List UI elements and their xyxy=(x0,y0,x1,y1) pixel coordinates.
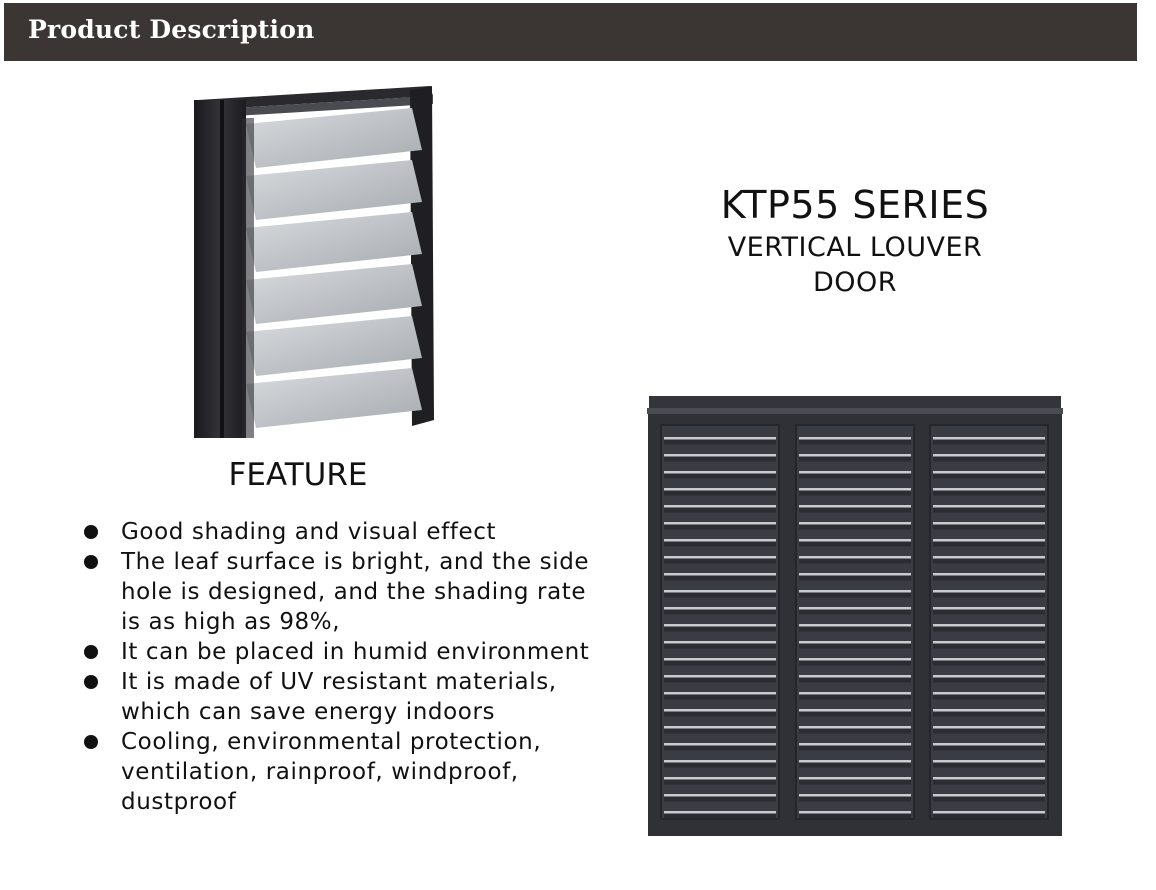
door-slat-shadow xyxy=(799,678,911,683)
door-slat-shadow xyxy=(933,576,1045,581)
door-slat xyxy=(664,794,776,797)
door-slat xyxy=(799,709,911,712)
series-title: KTP55 SERIES xyxy=(720,183,990,227)
door-slat-shadow xyxy=(799,474,911,479)
door-slat-shadow xyxy=(933,678,1045,683)
door-slat-shadow xyxy=(799,712,911,717)
door-slat xyxy=(933,607,1045,610)
door-slat xyxy=(799,624,911,627)
door-slat-shadow xyxy=(933,695,1045,700)
door-slat-shadow xyxy=(664,661,776,666)
header-bar xyxy=(4,3,1137,61)
door-slat xyxy=(799,573,911,576)
door-slat xyxy=(799,539,911,542)
door-slat xyxy=(933,692,1045,695)
door-slat-shadow xyxy=(933,729,1045,734)
door-slat-shadow xyxy=(933,780,1045,785)
bullet-icon xyxy=(84,555,98,569)
door-slat-shadow xyxy=(664,610,776,615)
door-slat xyxy=(933,488,1045,491)
door-slat-shadow xyxy=(799,661,911,666)
door-slat-shadow xyxy=(664,576,776,581)
door-slat-shadow xyxy=(799,627,911,632)
door-slat xyxy=(799,726,911,729)
door-slat-shadow xyxy=(664,780,776,785)
door-slat xyxy=(933,624,1045,627)
door-slat-shadow xyxy=(664,627,776,632)
page-title: Product Description xyxy=(28,15,315,44)
door-slat xyxy=(664,573,776,576)
door-slat xyxy=(664,556,776,559)
door-slat xyxy=(933,590,1045,593)
door-slat-shadow xyxy=(664,491,776,496)
door-slat xyxy=(933,811,1045,814)
door-slat-shadow xyxy=(664,525,776,530)
door-slat-shadow xyxy=(933,644,1045,649)
door-slat-shadow xyxy=(933,661,1045,666)
door-slat-shadow xyxy=(933,474,1045,479)
door-slat xyxy=(664,743,776,746)
door-slat xyxy=(664,471,776,474)
bullet-icon xyxy=(84,645,98,659)
feature-list xyxy=(82,517,602,817)
door-slat xyxy=(664,675,776,678)
louver-blades xyxy=(246,108,422,428)
door-slat-shadow xyxy=(933,746,1045,751)
door-slat xyxy=(933,641,1045,644)
door-slat xyxy=(664,658,776,661)
door-slat xyxy=(799,692,911,695)
door-slat xyxy=(799,454,911,457)
feature-item-text: Good shading and visual effect xyxy=(121,519,497,545)
door-slat-shadow xyxy=(664,797,776,802)
louver-door-image xyxy=(647,393,1063,837)
door-slat xyxy=(799,641,911,644)
door-slat xyxy=(664,811,776,814)
door-slat xyxy=(664,607,776,610)
door-slat xyxy=(933,505,1045,508)
door-slat xyxy=(799,743,911,746)
door-slat-shadow xyxy=(664,814,776,819)
feature-item xyxy=(82,667,602,727)
door-slat xyxy=(664,760,776,763)
door-slat-shadow xyxy=(799,644,911,649)
door-slat xyxy=(933,522,1045,525)
feature-item xyxy=(82,517,602,547)
door-slat-shadow xyxy=(664,746,776,751)
door-slat xyxy=(799,675,911,678)
series-subtitle-line2: DOOR xyxy=(812,267,898,298)
door-slat-shadow xyxy=(664,508,776,513)
door-slat-shadow xyxy=(933,440,1045,445)
door-slat-shadow xyxy=(933,797,1045,802)
door-slat-shadow xyxy=(933,814,1045,819)
feature-item xyxy=(82,727,602,817)
door-slat xyxy=(664,505,776,508)
door-slat xyxy=(664,709,776,712)
door-slat-shadow xyxy=(933,627,1045,632)
door-slat-shadow xyxy=(933,593,1045,598)
door-slat-shadow xyxy=(664,440,776,445)
door-slat xyxy=(933,573,1045,576)
door-slat-shadow xyxy=(664,729,776,734)
door-slat xyxy=(933,539,1045,542)
door-slat xyxy=(799,658,911,661)
door-slat-shadow xyxy=(664,559,776,564)
door-slat-shadow xyxy=(799,746,911,751)
door-slat-shadow xyxy=(799,797,911,802)
door-slat-shadow xyxy=(799,814,911,819)
door-slat xyxy=(799,505,911,508)
door-slat xyxy=(799,437,911,440)
feature-item xyxy=(82,637,602,667)
door-panel xyxy=(796,425,914,819)
door-slat-shadow xyxy=(933,457,1045,462)
door-slat-shadow xyxy=(799,525,911,530)
door-slat-shadow xyxy=(933,559,1045,564)
series-heading xyxy=(700,180,1010,300)
door-slat xyxy=(799,760,911,763)
door-slat-shadow xyxy=(664,644,776,649)
door-slat-shadow xyxy=(664,474,776,479)
door-slat xyxy=(664,437,776,440)
door-slat xyxy=(933,794,1045,797)
door-slat xyxy=(933,760,1045,763)
door-slat xyxy=(933,658,1045,661)
door-slat xyxy=(799,471,911,474)
feature-item-text: The leaf surface is bright, and the side hole is designed, and the shading rate is as high as 98%, xyxy=(121,549,590,635)
door-slat xyxy=(799,811,911,814)
door-slat-shadow xyxy=(933,491,1045,496)
feature-item-text: It can be placed in humid environment xyxy=(121,639,590,665)
door-slat xyxy=(933,437,1045,440)
louver-window-image xyxy=(190,82,440,442)
door-slat-shadow xyxy=(664,763,776,768)
door-slat xyxy=(933,726,1045,729)
door-slat-shadow xyxy=(799,508,911,513)
door-slat xyxy=(664,539,776,542)
door-slat xyxy=(664,692,776,695)
door-slat-shadow xyxy=(933,542,1045,547)
door-slat-shadow xyxy=(664,678,776,683)
door-slat-shadow xyxy=(799,457,911,462)
bullet-icon xyxy=(84,735,98,749)
door-slat-shadow xyxy=(664,695,776,700)
door-slat-shadow xyxy=(933,610,1045,615)
door-slat-shadow xyxy=(799,610,911,615)
door-slat xyxy=(933,556,1045,559)
door-slat xyxy=(799,607,911,610)
door-slat-shadow xyxy=(799,576,911,581)
door-panels xyxy=(661,425,1048,819)
door-slat xyxy=(664,454,776,457)
door-slat xyxy=(664,522,776,525)
door-slat xyxy=(933,709,1045,712)
door-slat xyxy=(933,743,1045,746)
door-slat-shadow xyxy=(933,525,1045,530)
door-slat-shadow xyxy=(799,729,911,734)
door-slat xyxy=(933,471,1045,474)
door-slat xyxy=(799,488,911,491)
door-slat-shadow xyxy=(799,559,911,564)
feature-item-text: Cooling, environmental protection, ventilation, rainproof, windproof, dustproof xyxy=(121,729,542,815)
bullet-icon xyxy=(84,675,98,689)
feature-title: FEATURE xyxy=(228,457,368,493)
door-slat-shadow xyxy=(664,542,776,547)
door-slat xyxy=(664,590,776,593)
series-subtitle-line1: VERTICAL LOUVER xyxy=(727,232,983,263)
door-slat xyxy=(664,488,776,491)
door-panel xyxy=(930,425,1048,819)
door-slat xyxy=(664,624,776,627)
door-slat-shadow xyxy=(799,440,911,445)
door-slat-shadow xyxy=(933,712,1045,717)
door-slat xyxy=(664,777,776,780)
door-slat-shadow xyxy=(799,780,911,785)
feature-item xyxy=(82,547,602,637)
door-slat xyxy=(799,777,911,780)
door-slat xyxy=(933,675,1045,678)
door-slat xyxy=(933,777,1045,780)
door-slat-shadow xyxy=(664,457,776,462)
feature-item-text: It is made of UV resistant materials, which can save energy indoors xyxy=(121,669,557,725)
door-slat-shadow xyxy=(933,508,1045,513)
door-slat-shadow xyxy=(664,712,776,717)
door-slat-shadow xyxy=(799,593,911,598)
door-slat xyxy=(664,641,776,644)
door-slat-shadow xyxy=(933,763,1045,768)
door-slat xyxy=(799,522,911,525)
door-slat-shadow xyxy=(799,695,911,700)
door-slat xyxy=(933,454,1045,457)
bullet-icon xyxy=(84,525,98,539)
door-slat xyxy=(799,794,911,797)
door-slat-shadow xyxy=(799,542,911,547)
door-slat xyxy=(799,590,911,593)
door-slat-shadow xyxy=(799,491,911,496)
door-panel xyxy=(661,425,779,819)
door-slat-shadow xyxy=(799,763,911,768)
door-slat xyxy=(799,556,911,559)
door-slat-shadow xyxy=(664,593,776,598)
door-slat xyxy=(664,726,776,729)
